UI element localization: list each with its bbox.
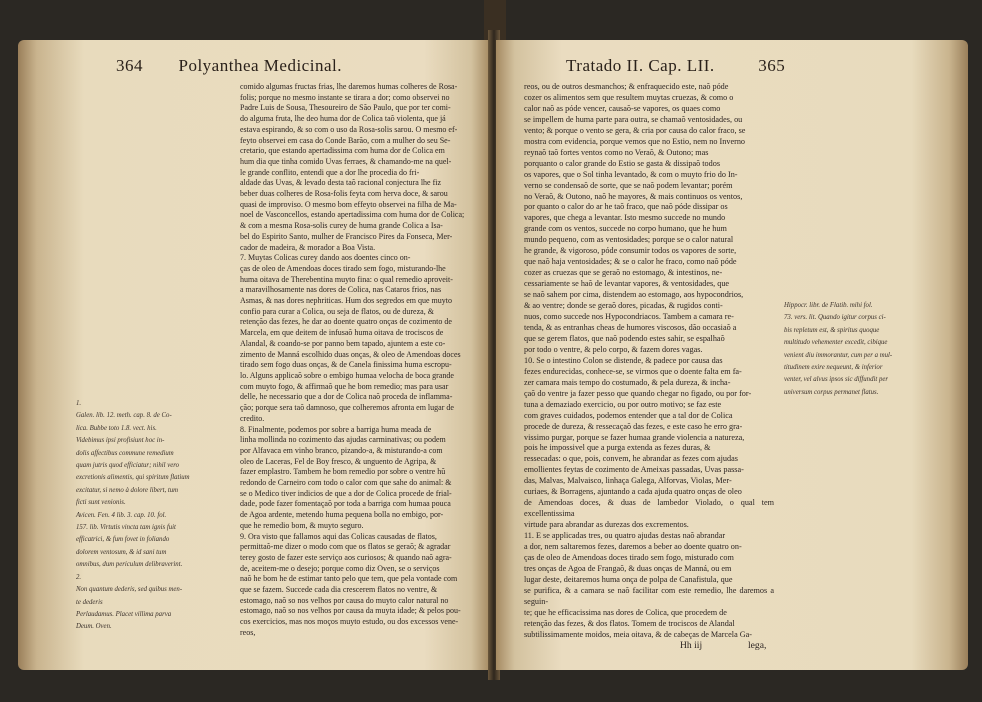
text-line: Asmas, & nas dores nephriticas. Hum dos segredos em que muyto: [240, 296, 452, 306]
text-line: que se gerem flatos, que naõ podendo estes sahir, se espalhaõ: [524, 333, 725, 343]
text-line: retenção das fezes, & dos flatos. Tomem de trociscos de Alandal: [524, 618, 735, 628]
text-line: zer camara mais tempo do costumado, & pela dureza, & incha-: [524, 377, 731, 387]
marginal-note-line: quam jutris quod efficiatur; nihil vero: [76, 462, 180, 470]
text-line: estomago, naõ so nos velhos por causa da muyta idade; & pelos pou-: [240, 606, 461, 616]
marginal-note-line: multitudo vehementer excedit, cibique: [784, 339, 888, 347]
marginal-note-line: universum corpus permanet flatus.: [784, 388, 879, 396]
text-line: lugar deste, deitaremos huma onça de polpa de Canafistula, que: [524, 574, 733, 584]
text-line: le grande conflito, entendi que a dor lhe procedia do fri-: [240, 167, 420, 177]
text-line: retenção das fezes, he dar ao doente quatro onças de cozimento de: [240, 317, 452, 327]
marginal-note-line: bis repletum est, & spiritus quoque: [784, 326, 880, 334]
marginal-note-line: ficti sunt venionis.: [76, 499, 126, 507]
text-line: por Alfavaca em vinho branco, pizando-a, & misturando-a com: [240, 445, 443, 455]
text-line: com graves cuidados, podemos entender que a tal dor de Colica: [524, 410, 733, 420]
text-line: porquanto o calor grande do Estio se gasta & dissipaõ todos: [524, 158, 721, 168]
text-line: credito.: [240, 413, 265, 423]
text-line: 11. E se applicadas tres, ou quatro ajudas destas naõ abrandar: [524, 531, 726, 541]
marginal-note-line: dolis affectibus commune remedium: [76, 449, 174, 457]
text-line: tenda, & as entranhas cheas de humores viscosos, dão occasiaõ a: [524, 322, 737, 332]
marginal-note-line: efficatrici, & fum fovet in foliando: [76, 536, 170, 544]
text-line: no Veraõ, & Outono, naõ he mayores, & mais continuos os ventos,: [524, 191, 743, 201]
text-line: a maravilhosamente nas dores de Colica, nas Cataros frios, nas: [240, 285, 442, 295]
marginal-note-line: Avicen. Fen. 4 lib. 3. cap. 10. fol.: [76, 511, 167, 519]
text-line: linha mollinda no cozimento das ajudas carminativas; ou podem: [240, 435, 446, 445]
text-line: te; que he efficacissima nas dores de Colica, que procedem de: [524, 607, 727, 617]
text-line: beber duas colheres de Rosa-folis feyta com herva doce, & sarou: [240, 189, 448, 199]
open-book: [18, 30, 970, 680]
text-line: feyto observei em casa do Conde Barão, com a mulher do seu Se-: [240, 135, 451, 145]
marginal-note-line: Perlaudamus. Placet villima parva: [76, 610, 172, 618]
text-line: nuos, como succede nos Hypocondriacos. Tambem a camara re-: [524, 312, 734, 322]
right-page-number: 365: [758, 56, 786, 75]
text-line: lo. Alguns applicaõ sobre o embigo humaa velocha de boca grande: [240, 370, 454, 380]
marginal-note-line: excretionis alimentis, qui spiritum flatium: [76, 474, 190, 482]
text-line: Alandal, & coando-se por panno bem tapado, ajuntem a este co-: [240, 338, 446, 348]
text-line: por quanto o calor do ar he taõ fraco, que naõ póde dissipar os: [524, 202, 728, 212]
marginal-note-line: 157. lib. Virtutis vincta tam ignis fuit: [76, 524, 176, 532]
text-line: 9. Ora visto que fallamos aqui das Colicas causadas de flatos,: [240, 531, 437, 541]
text-line: 10. Se o intestino Colon se distende, & padece por causa das: [524, 355, 723, 365]
text-line: fazer emplastro. Tambem he bom remedio por sobre o ventre hũ: [240, 467, 446, 477]
text-line: das, Malvas, Malvaisco, linhaça Galega, Alforvas, Violas, Mer-: [524, 476, 732, 486]
text-line: de Amendoas doces, & duas de lambedor Violado, o qual tem excellentissima: [524, 498, 774, 519]
text-line: & com a mesma Rosa-solis curey de huma grande Colica a Isa-: [240, 221, 443, 231]
text-line: oleo de Laceras, Fel de Boy fresco, & unguento de Agripa, &: [240, 456, 437, 466]
text-line: virtude para abrandar as durezas dos excrementos.: [524, 520, 689, 530]
text-line: fezes endurecidas, conhece-se, se virmos que o doente falta em fa-: [524, 366, 742, 376]
marginal-note-line: Deum. Oven.: [76, 623, 112, 631]
right-marginal-notes: [784, 302, 902, 401]
text-line: terey gosto de fazer este serviço aos curiosos; & quando naõ agra-: [240, 552, 452, 562]
marginal-note-line: dolorem ventosum, & id sani tum: [76, 548, 167, 556]
text-line: hum dia que tinha comido Uvas ferraes, & chamando-me na quel-: [240, 156, 452, 166]
text-line: estomago, naõ so nos velhos por causa do muyto calor natural no: [240, 595, 449, 605]
right-body-text: [524, 82, 774, 641]
left-page-number: 364: [116, 56, 143, 75]
marginal-note-line: omnibus, dum periculum delibraverint.: [76, 561, 183, 569]
text-line: se naõ sahem por cima, distendem ao estomago, aos hypocondrios,: [524, 290, 744, 300]
text-line: de, aceitem-me o desejo; porque como diz Oven, se o serviços: [240, 563, 440, 573]
marginal-note-line: te dederis: [76, 598, 103, 606]
text-line: permittaõ-me dizer o modo com que os flatos se geraõ; & agradar: [240, 542, 451, 552]
text-line: tuna a demaziado exercicio, ou por outro motivo; se faz este: [524, 399, 722, 409]
catchword: lega,: [748, 640, 767, 651]
text-line: cozer as cruezas que se geraõ no estomago, & intestinos, ne-: [524, 268, 723, 278]
text-line: cozer os alimentos sem que resultem muytas cruezas, & como o: [524, 92, 734, 102]
text-line: bel do Espirito Santo, mulher de Francisco Pires da Fonseca, Mer-: [240, 231, 453, 241]
text-line: Marcela, em que deitem de infusaõ huma oitava de trociscos de: [240, 328, 444, 338]
text-line: reos, ou de outros desmanchos; & enfraquecido este, naõ póde: [524, 82, 729, 91]
signature-mark: Hh iij: [680, 640, 703, 651]
text-line: vapores, que chega a levantar. Isto mesmo succede no mundo: [524, 213, 726, 223]
marginal-note-line: Non quantum dederis, sed quibus men-: [76, 586, 183, 594]
text-line: do alguma fruta, lhe deo huma dor de Colica taõ violenta, que já: [240, 114, 446, 124]
text-line: vissimo purgar, porque se fazer humaa grande violencia a natureza,: [524, 432, 745, 442]
text-line: cador de madeira, & morador a Boa Vista.: [240, 242, 376, 252]
text-line: çaõ do ventre ja fazer pesso que quando chegar no figado, ou por for-: [524, 388, 752, 398]
marginal-note-line: Videbimus ipsi profisiunt hoc in-: [76, 437, 165, 445]
text-line: tres onças de Agoa de Frangaõ, & duas onças de Manná, ou em: [524, 563, 732, 573]
marginal-note-line: venter, vel alvus ipsos sic diffundit per: [784, 376, 889, 384]
text-line: reos,: [240, 627, 256, 637]
text-line: subtilissimamente moidos, meia oitava, & de cabeças de Marcela Ga-: [524, 629, 753, 639]
text-line: de Agoa ardente, metendo huma pequena bolla no embigo, por-: [240, 510, 444, 520]
text-line: naõ he bom he de estimar tanto pelo que tem, que pela vontade com: [240, 574, 458, 584]
text-line: ção; porque sera taõ damnoso, que colheremos afronta em lugar de: [240, 403, 454, 413]
text-line: que se fazem. Succede cada dia crescerem flatos no ventre, &: [240, 585, 438, 595]
text-line: 7. Muytas Colicas curey dando aos doentes cinco on-: [240, 253, 411, 263]
text-line: noel de Vasconcellos, estando apertadissima com huma dor de Colica;: [240, 210, 465, 220]
left-page: [18, 40, 490, 670]
text-line: verno se condensaõ de sorte, que se naõ podem levantar; porém: [524, 180, 733, 190]
text-line: cretario, que estando apertadissima com huma dor de Colica em: [240, 146, 445, 156]
left-marginal-notes: [76, 400, 198, 636]
marginal-note-line: venient diu immorantur, cum per a mul-: [784, 351, 893, 359]
text-line: pois he impossivel que a purga extenda as fezes duras, &: [524, 443, 711, 453]
text-line: grande com os ventos, succede no corpo humano, que he hum: [524, 224, 727, 234]
text-line: cessariamente se haõ de levantar vapores, & ventosidades, que: [524, 279, 730, 289]
text-line: huma oitava de Therebentina muyto fina: o qual remedio aproveit-: [240, 274, 453, 284]
text-line: quasi de improviso. O mesmo bom effeyto observei na filha de Ma-: [240, 199, 457, 209]
text-line: vento; & porque o vento se gera, & cria por causa do calor fraco, se: [524, 125, 746, 135]
text-line: se impellem de huma parte para outra, se chamaõ ventosidades, ou: [524, 114, 743, 124]
left-running-head: [116, 56, 342, 76]
right-header-title: Tratado II. Cap. LII.: [566, 56, 715, 75]
text-line: zimento de Manná escolhido duas onças, & oleo de Amendoas doces: [240, 349, 461, 359]
text-line: ças de oleo de Amendoas doces tirado sem fogo, misturado com: [524, 552, 734, 562]
text-line: ressecadas: o que, pois, convem, he abrandar as fezes com ajudas: [524, 454, 738, 464]
text-line: estava espirando, & so com o uso da Rosa-solis sarou. O mesmo ef-: [240, 124, 458, 134]
text-line: reynaõ taõ fortes ventos como no Veraõ, & Outono; mas: [524, 147, 709, 157]
text-line: curiaes, & Borragens, ajuntando a cada ajuda quatro onças de oleo: [524, 487, 742, 497]
text-line: delle, he necessario que a dor de Colica naõ proceda de inflamma-: [240, 392, 453, 402]
text-line: por todo o ventre, & pelo corpo, & fazem dores vagas.: [524, 344, 703, 354]
text-line: se o Medico tiver indicios de que a dor de Colica procede de frial-: [240, 488, 452, 498]
text-line: calor naõ as póde vencer, causaõ-se vapores, os quaes como: [524, 103, 721, 113]
text-line: os vapores, que o Sol tinha levantado, & com o muyto frio do In-: [524, 169, 738, 179]
text-line: cos exercicios, mas nos moços muyto estudo, ou dos excessos vene-: [240, 617, 459, 627]
marginal-note-line: titudinem exire nequeunt, & inferior: [784, 364, 883, 372]
text-line: & ao ventre; donde se geraõ dores, picadas, & rugidos conti-: [524, 301, 723, 311]
marginal-note-line: 1.: [76, 400, 82, 407]
text-line: dade, pode fazer fomentaçaõ por toda a barriga com humaa pouca: [240, 499, 451, 509]
left-header-title: Polyanthea Medicinal.: [178, 56, 342, 75]
text-line: tirado sem fogo duas onças, & de Canela finissima huma escropu-: [240, 360, 452, 370]
right-running-head: [566, 56, 785, 76]
text-line: mundo pequeno, com as ventosidades; porque se o calor natural: [524, 235, 734, 245]
text-line: procede de dureza, & ressecaçaõ das fezes, e este caso he erro gra-: [524, 421, 743, 431]
text-line: a dor, nem saltaremos fezes, daremos a beber ao doente quatro on-: [524, 542, 742, 552]
text-line: ças de oleo de Amendoas doces tirado sem fogo, misturando-lhe: [240, 263, 446, 273]
right-page: [496, 40, 968, 670]
text-line: 8. Finalmente, podemos por sobre a barriga huma meada de: [240, 424, 432, 434]
text-line: redondo de Carneiro com todo o calor com que sahe do animal: &: [240, 478, 452, 488]
text-line: comido algumas fructas frias, lhe daremos humas colheres de Rosa-: [240, 82, 458, 91]
marginal-note-line: excitatur, si nemo à dolore libert, tum: [76, 486, 179, 494]
text-line: Padre Luis de Sousa, Thesoureiro de São Paulo, que por ter comi-: [240, 103, 451, 113]
text-line: he grande, & vigoroso, póde consumir todos os vapores de sorte,: [524, 246, 737, 256]
text-line: folis; porque no mesmo instante se tirara a dor; como observei no: [240, 92, 450, 102]
text-line: que he remedio bom, & muyto seguro.: [240, 520, 364, 530]
marginal-note-line: 73. vers. lit. Quando igitur corpus ci-: [784, 314, 886, 322]
text-line: se purifica, & a camara se naõ facilitar com este remedio, lhe daremos a seguin-: [524, 585, 774, 606]
text-line: aldade das Uvas, & levado desta taõ racional conjectura lhe fiz: [240, 178, 442, 188]
text-line: emollientes feytas de cozimento de Ameixas passadas, Uvas passa-: [524, 465, 744, 475]
marginal-note-line: Galen. lib. 12. meth. cap. 8. de Co-: [76, 412, 172, 420]
text-line: com muyto fogo, & affirmaõ que he bom remedio; mas para usar: [240, 381, 449, 391]
marginal-note-line: lica. Bubbe toto 1.8. vect. his.: [76, 424, 157, 432]
marginal-note-line: Hippocr. libr. de Flatib. mihi fol.: [784, 302, 873, 309]
text-line: que naõ haja ventosidades; & se o calor he fraco, como naõ póde: [524, 257, 737, 267]
left-body-text: [240, 82, 478, 639]
text-line: confio para curar a Colica, ou seja de flatos, ou de dureza, &: [240, 306, 434, 316]
marginal-note-line: 2.: [76, 573, 82, 581]
text-line: mostra com evidencia, porque vemos que no Estio, nem no Inverno: [524, 136, 746, 146]
